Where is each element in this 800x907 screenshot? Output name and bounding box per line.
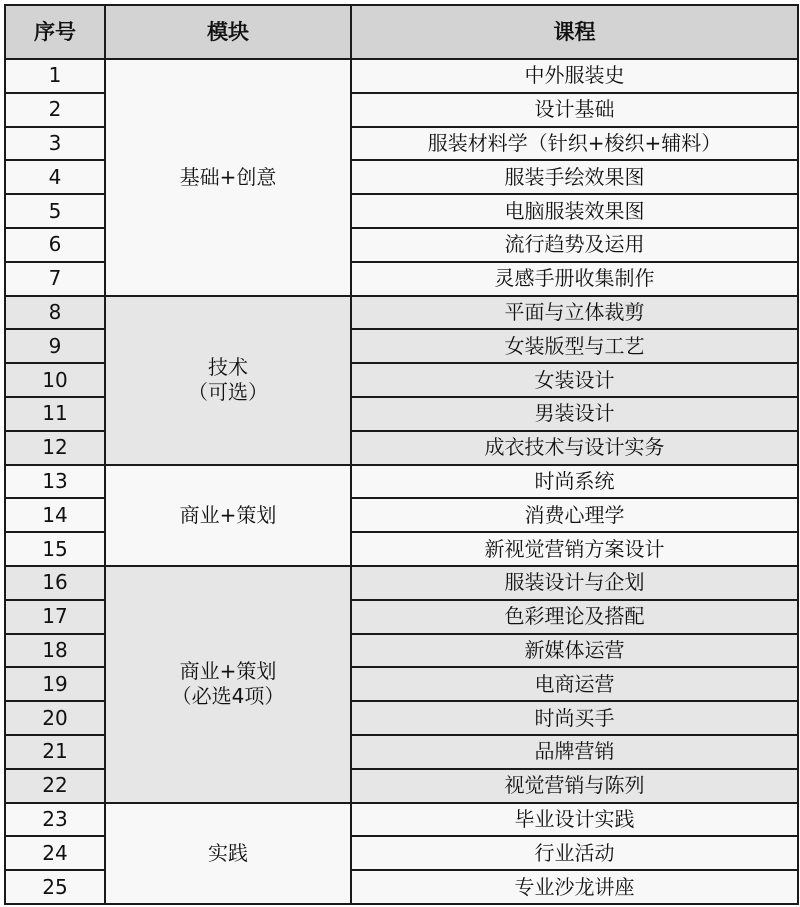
module-label: 实践 [208, 840, 248, 865]
course-name: 灵感手册收集制作 [351, 262, 798, 296]
row-index: 1 [5, 59, 105, 93]
course-name: 专业沙龙讲座 [351, 870, 798, 904]
row-index: 15 [5, 532, 105, 566]
course-name: 中外服装史 [351, 59, 798, 93]
row-index: 13 [5, 465, 105, 499]
row-index: 16 [5, 566, 105, 600]
course-name: 设计基础 [351, 93, 798, 127]
course-name: 品牌营销 [351, 735, 798, 769]
course-name: 时尚买手 [351, 701, 798, 735]
module-label: 技术 [208, 355, 248, 380]
course-name: 电商运营 [351, 667, 798, 701]
row-index: 4 [5, 160, 105, 194]
row-index: 24 [5, 836, 105, 870]
row-index: 17 [5, 600, 105, 634]
header-module: 模块 [105, 5, 351, 59]
row-index: 25 [5, 870, 105, 904]
course-name: 服装设计与企划 [351, 566, 798, 600]
table-row [5, 465, 798, 499]
header-row [5, 5, 798, 59]
course-name: 服装手绘效果图 [351, 160, 798, 194]
row-index: 9 [5, 329, 105, 363]
course-name: 新视觉营销方案设计 [351, 532, 798, 566]
table-row [5, 803, 798, 837]
course-name: 女装版型与工艺 [351, 329, 798, 363]
course-name: 服装材料学（针织+梭织+辅料） [351, 127, 798, 161]
header-index: 序号 [5, 5, 105, 59]
module-label: 基础+创意 [179, 164, 277, 189]
module-cell [105, 59, 351, 296]
row-index: 11 [5, 397, 105, 431]
course-name: 毕业设计实践 [351, 803, 798, 837]
row-index: 19 [5, 667, 105, 701]
course-name: 行业活动 [351, 836, 798, 870]
row-index: 12 [5, 431, 105, 465]
course-name: 时尚系统 [351, 465, 798, 499]
table-body [5, 59, 798, 904]
row-index: 22 [5, 769, 105, 803]
row-index: 3 [5, 127, 105, 161]
course-name: 男装设计 [351, 397, 798, 431]
row-index: 10 [5, 363, 105, 397]
table-row [5, 566, 798, 600]
course-name: 成衣技术与设计实务 [351, 431, 798, 465]
module-label: 商业+策划 [179, 659, 277, 684]
course-name: 新媒体运营 [351, 634, 798, 668]
row-index: 5 [5, 194, 105, 228]
course-name: 色彩理论及搭配 [351, 600, 798, 634]
row-index: 23 [5, 803, 105, 837]
row-index: 14 [5, 498, 105, 532]
row-index: 21 [5, 735, 105, 769]
module-cell [105, 566, 351, 803]
course-name: 女装设计 [351, 363, 798, 397]
curriculum-table [4, 4, 799, 905]
header-course: 课程 [351, 5, 798, 59]
row-index: 7 [5, 262, 105, 296]
module-label: （必选4项） [171, 684, 285, 709]
row-index: 20 [5, 701, 105, 735]
module-cell [105, 465, 351, 566]
course-name: 流行趋势及运用 [351, 228, 798, 262]
module-label: 商业+策划 [179, 502, 277, 527]
course-name: 消费心理学 [351, 498, 798, 532]
table-row [5, 59, 798, 93]
module-label: （可选） [188, 380, 268, 405]
row-index: 6 [5, 228, 105, 262]
module-cell [105, 803, 351, 904]
row-index: 8 [5, 296, 105, 330]
row-index: 18 [5, 634, 105, 668]
course-name: 视觉营销与陈列 [351, 769, 798, 803]
module-cell [105, 296, 351, 465]
course-name: 平面与立体裁剪 [351, 296, 798, 330]
course-name: 电脑服装效果图 [351, 194, 798, 228]
table-row [5, 296, 798, 330]
row-index: 2 [5, 93, 105, 127]
